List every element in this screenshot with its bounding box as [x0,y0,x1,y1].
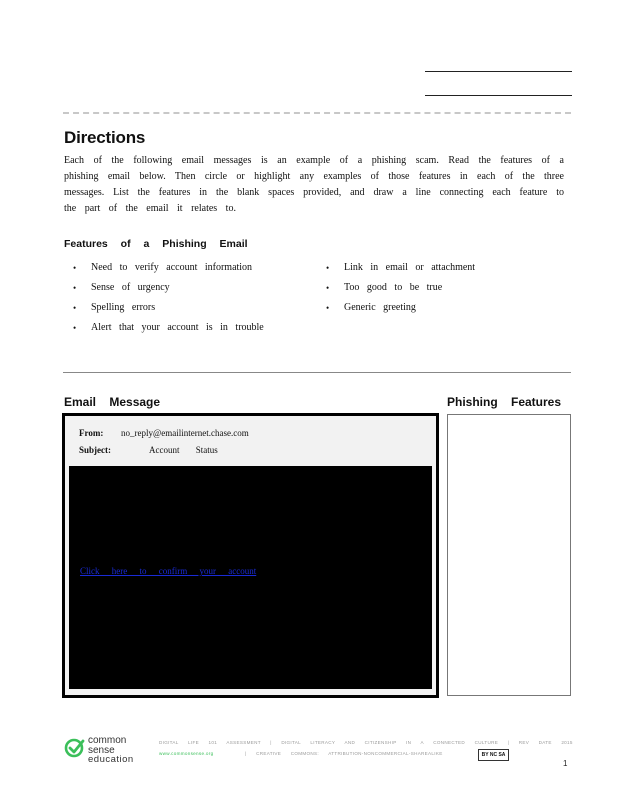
footer-line-2 [159,751,443,756]
features-list-left [64,258,264,338]
directions-text: Each of the following email messages is an example of a phishing scam. Read the features of a phishing email below. Then circle or highlight any examples of those features in each of the three messages. List the features in the blank spaces provided, and draw a line connecting each feature to the part of the email it relates to. [64,155,564,214]
confirm-account-link[interactable]: Click here to confirm your account [80,566,257,576]
from-value: no_reply@emailinternet.chase.com [121,428,249,438]
cc-license-icon [478,749,509,761]
feature-item: • Alert that your account is in trouble [64,318,264,338]
directions-heading: Directions [64,128,146,147]
feature-item: • Too good to be true [317,278,475,298]
license-text: | CREATIVE COMMONS: ATTRIBUTION-NONCOMMERCIAL-SHAREALIKE [245,751,443,756]
feature-item: • Need to verify account information [64,258,264,278]
name-line [425,71,572,72]
email-message-box [62,413,439,698]
email-body [69,466,432,689]
brand-line-2: sense [88,744,115,756]
feature-item: • Link in email or attachment [317,258,475,278]
common-sense-logo-icon [64,737,86,759]
email-subject-row [79,445,218,455]
phishing-features-label: Phishing Features [447,395,562,409]
phishing-features-box[interactable] [447,414,571,696]
brand-wordmark [88,736,134,765]
subject-label: Subject: [79,445,111,455]
subject-value: Account Status [149,445,218,455]
email-message-label: Email Message [64,395,161,409]
brand-line-3: education [88,754,134,765]
page-number: 1 [563,759,568,768]
brand-line-1: common [88,735,127,746]
dashed-divider [63,112,571,114]
feature-item: • Sense of urgency [64,278,264,298]
section-divider [63,372,571,373]
features-title: Features of a Phishing Email [64,238,248,250]
features-list-right [317,258,475,318]
website-link[interactable]: www.commonsense.org [159,751,214,756]
date-line [425,95,572,96]
cc-license-label: BY NC SA [481,752,506,758]
from-label: From: [79,428,104,438]
feature-item: • Generic greeting [317,298,475,318]
email-from-row [79,428,249,438]
footer-line-1: DIGITAL LIFE 101 ASSESSMENT | DIGITAL LITERACY AND CITIZENSHIP IN A CONNECTED CULTURE | REV DATE 2015 [159,740,573,745]
feature-item: • Spelling errors [64,298,264,318]
